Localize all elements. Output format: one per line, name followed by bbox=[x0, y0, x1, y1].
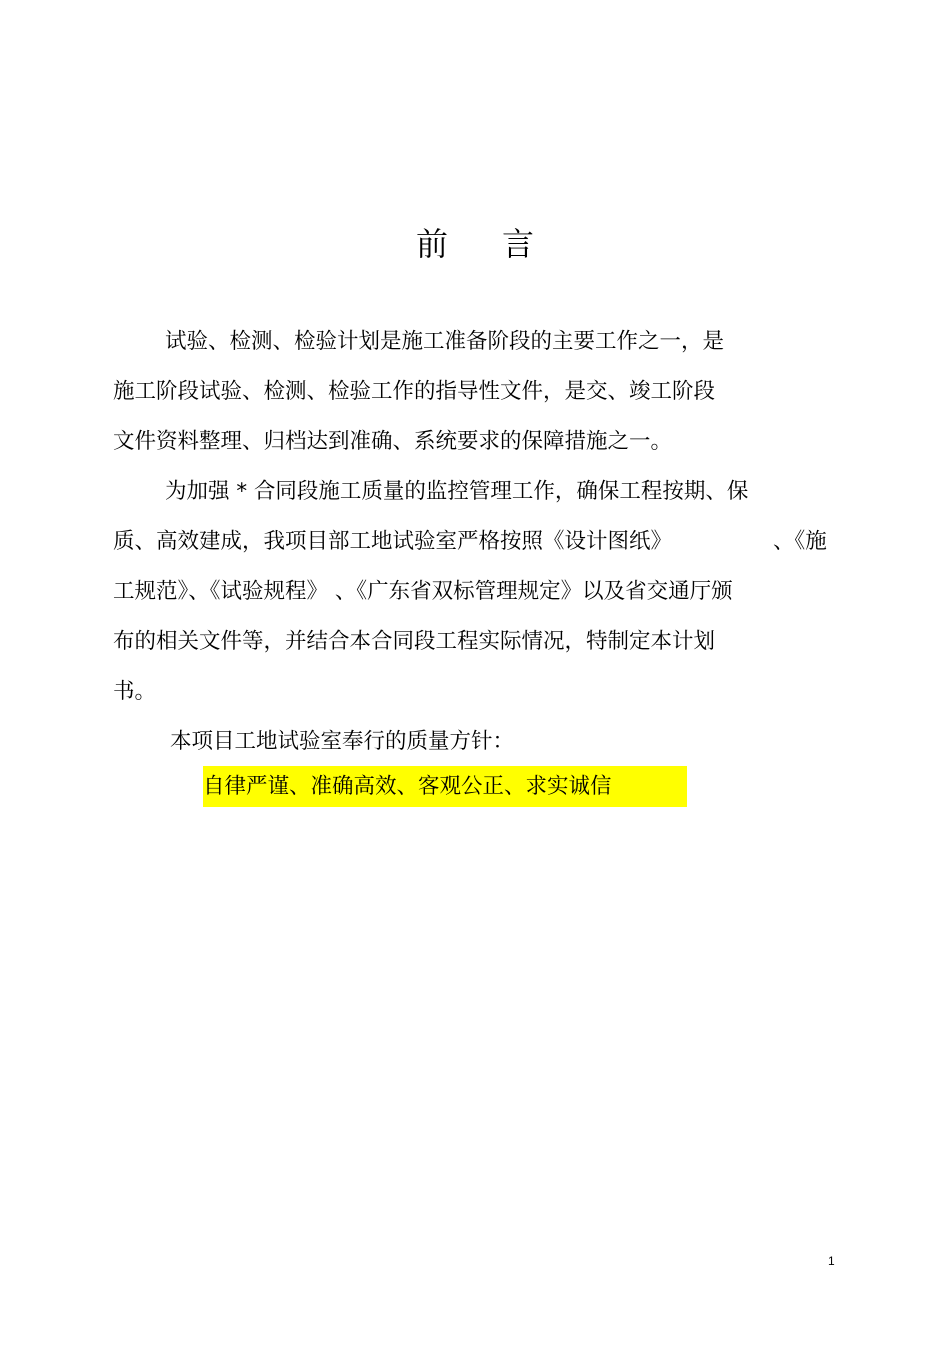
paragraph-1-line-2: 施工阶段试验、检测、检验工作的指导性文件，是交、竣工阶段 bbox=[113, 379, 716, 404]
paragraph-2-line-5: 书。 bbox=[113, 679, 157, 704]
paragraph-1-line-1: 试验、检测、检验计划是施工准备阶段的主要工作之一，是 bbox=[165, 329, 725, 354]
paragraph-2-line-3: 工规范》、《试验规程》 、《广东省双标管理规定》以及省交通厅颁 bbox=[113, 579, 733, 604]
quality-policy-highlight: 自律严谨、准确高效、客观公正、求实诚信 bbox=[203, 766, 687, 807]
paragraph-3-line-1: 本项目工地试验室奉行的质量方针： bbox=[170, 729, 515, 754]
title-char-2: 言 bbox=[502, 225, 535, 263]
page-number: 1 bbox=[828, 1254, 835, 1268]
paragraph-2-line-4: 布的相关文件等，并结合本合同段工程实际情况，特制定本计划 bbox=[113, 629, 716, 654]
paragraph-2-line-2a: 质、高效建成，我项目部工地试验室严格按照《设计图纸》 bbox=[113, 529, 673, 554]
page-title bbox=[0, 222, 950, 266]
paragraph-1-line-3: 文件资料整理、归档达到准确、系统要求的保障措施之一。 bbox=[113, 429, 673, 454]
title-char-1: 前 bbox=[415, 225, 448, 263]
paragraph-2-line-2b: 、《施 bbox=[773, 529, 827, 554]
paragraph-2-line-1: 为加强 * 合同段施工质量的监控管理工作，确保工程按期、保 bbox=[165, 479, 749, 504]
